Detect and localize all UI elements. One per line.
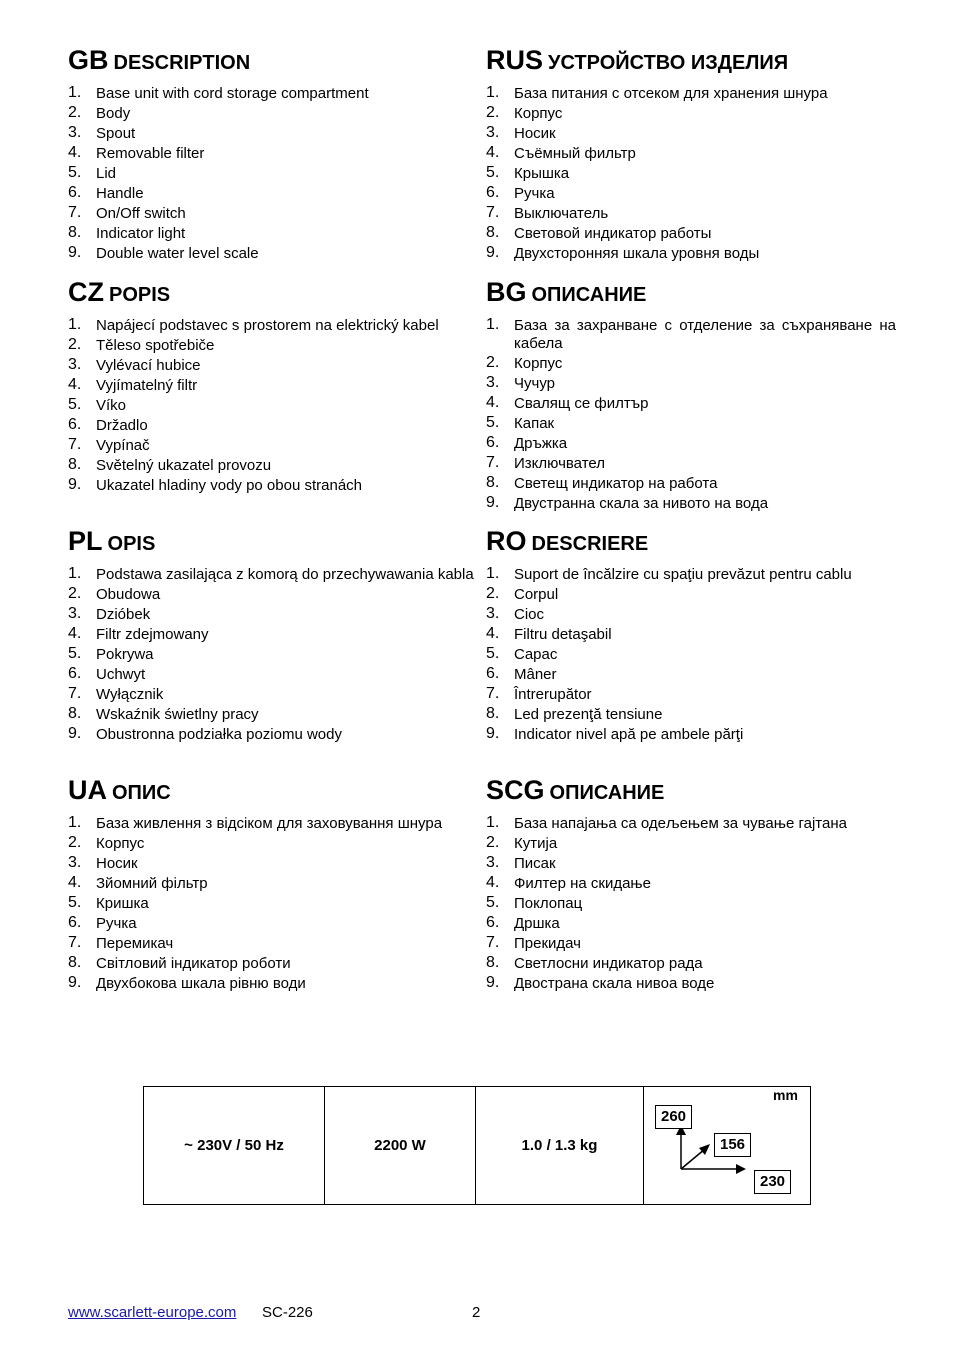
item-text: База за захранване с отделение за съхраняване на кабела — [514, 317, 896, 352]
item-number: 2. — [486, 104, 500, 121]
item-text: Vylévací hubice — [96, 357, 201, 374]
list-item — [486, 435, 896, 453]
item-text: Кришка — [96, 895, 149, 912]
item-text: Corpul — [514, 586, 559, 603]
item-number: 5. — [486, 164, 500, 181]
item-text: Uchwyt — [96, 666, 146, 683]
dimension-depth: 156 — [714, 1133, 751, 1157]
list-item — [486, 375, 896, 393]
item-text: Ручка — [96, 915, 137, 932]
list-item — [68, 975, 442, 993]
item-text: Světelný ukazatel provozu — [96, 457, 272, 474]
parts-list — [486, 317, 896, 515]
section-code: UA — [68, 775, 107, 805]
list-item — [486, 205, 828, 223]
item-text: Писак — [514, 855, 556, 872]
item-number: 7. — [68, 934, 82, 951]
item-text: Napájecí podstavec s prostorem na elektrický kabel — [96, 317, 439, 334]
parts-list — [486, 85, 828, 265]
section-title: УСТРОЙСТВО ИЗДЕЛИЯ — [548, 52, 789, 74]
item-number: 4. — [486, 625, 500, 642]
item-number: 8. — [486, 705, 500, 722]
item-text: Двухбокова шкала рівню води — [96, 975, 306, 992]
list-item — [486, 875, 847, 893]
item-text: Obustronna podziałka poziomu wody — [96, 726, 342, 743]
item-text: Кутија — [514, 835, 558, 852]
list-item — [486, 105, 828, 123]
item-text: Филтер на скидање — [514, 875, 651, 892]
item-text: Двухсторонняя шкала уровня воды — [514, 245, 760, 262]
list-item — [68, 915, 442, 933]
item-text: База живлення з відсіком для заховування шнура — [96, 815, 443, 832]
section-code: SCG — [486, 775, 545, 805]
list-item — [68, 646, 474, 664]
item-number: 4. — [486, 874, 500, 891]
parts-list — [486, 815, 847, 995]
item-number: 9. — [486, 725, 500, 742]
item-text: Світловий індикатор роботи — [96, 955, 291, 972]
item-number: 9. — [486, 494, 500, 511]
item-text: Pokrywa — [96, 646, 154, 663]
item-number: 3. — [486, 605, 500, 622]
section-title: ОПИС — [112, 782, 171, 804]
list-item — [486, 395, 896, 413]
list-item — [486, 815, 847, 833]
parts-list — [68, 566, 474, 746]
item-number: 1. — [486, 84, 500, 101]
list-item — [68, 397, 439, 415]
item-number: 9. — [486, 974, 500, 991]
item-text: Držadlo — [96, 417, 148, 434]
list-item — [486, 955, 847, 973]
list-item — [486, 855, 847, 873]
list-item — [486, 835, 847, 853]
parts-list — [486, 566, 852, 746]
spec-table — [143, 1086, 811, 1205]
list-item — [486, 975, 847, 993]
item-text: Vypínač — [96, 437, 150, 454]
list-item — [68, 225, 369, 243]
item-text: Wskaźnik świetlny pracy — [96, 706, 259, 723]
item-number: 4. — [486, 394, 500, 411]
item-text: Capac — [514, 646, 558, 663]
item-number: 3. — [68, 605, 82, 622]
list-item — [486, 225, 828, 243]
section-title: ОПИСАНИЕ — [549, 782, 665, 804]
list-item — [486, 245, 828, 263]
list-item — [486, 726, 852, 744]
list-item — [68, 666, 474, 684]
list-item — [68, 586, 474, 604]
item-text: Зйомний фільтр — [96, 875, 208, 892]
item-number: 1. — [68, 814, 82, 831]
list-item — [486, 145, 828, 163]
section-code: GB — [68, 45, 109, 75]
list-item — [486, 666, 852, 684]
list-item — [486, 125, 828, 143]
list-item — [68, 935, 442, 953]
item-number: 6. — [68, 416, 82, 433]
item-text: On/Off switch — [96, 205, 186, 222]
item-text: Obudowa — [96, 586, 161, 603]
item-number: 6. — [486, 914, 500, 931]
item-text: Întrerupător — [514, 686, 592, 703]
item-number: 6. — [486, 184, 500, 201]
list-item — [68, 815, 442, 833]
item-text: База питания с отсеком для хранения шнура — [514, 85, 828, 102]
item-text: Световой индикатор работы — [514, 225, 712, 242]
list-item — [68, 875, 442, 893]
list-item — [68, 686, 474, 704]
item-text: Светещ индикатор на работа — [514, 475, 718, 492]
item-text: Filtru detaşabil — [514, 626, 612, 643]
list-item — [486, 606, 852, 624]
item-text: Wyłącznik — [96, 686, 164, 703]
item-text: Mâner — [514, 666, 557, 683]
parts-list — [68, 317, 439, 497]
item-text: Чучур — [514, 375, 555, 392]
item-number: 7. — [68, 204, 82, 221]
list-item — [68, 606, 474, 624]
item-text: Indicator light — [96, 225, 186, 242]
item-text: Ukazatel hladiny vody po obou stranách — [96, 477, 363, 494]
section-title: DESCRIERE — [531, 533, 649, 555]
item-text: Dzióbek — [96, 606, 151, 623]
list-item — [68, 955, 442, 973]
item-text: Двострана скала нивоа воде — [514, 975, 715, 992]
list-item — [486, 165, 828, 183]
parts-list — [68, 815, 442, 995]
item-text: Двустранна скала за нивото на вода — [514, 495, 769, 512]
list-item — [68, 457, 439, 475]
list-item — [68, 437, 439, 455]
section-title: POPIS — [109, 284, 171, 306]
item-text: Filtr zdejmowany — [96, 626, 209, 643]
item-number: 2. — [486, 585, 500, 602]
list-item — [486, 686, 852, 704]
list-item — [486, 915, 847, 933]
list-item — [68, 185, 369, 203]
item-number: 6. — [486, 434, 500, 451]
dimension-unit: mm — [773, 1087, 798, 1103]
item-text: Дръжка — [514, 435, 568, 452]
list-item — [486, 317, 896, 353]
item-number: 7. — [486, 685, 500, 702]
item-text: Дршка — [514, 915, 560, 932]
item-text: Корпус — [514, 355, 563, 372]
section-code: RO — [486, 526, 527, 556]
item-number: 2. — [68, 834, 82, 851]
list-item — [486, 646, 852, 664]
spec-dimensions — [644, 1087, 810, 1204]
item-text: Съёмный фильтр — [514, 145, 636, 162]
list-item — [486, 475, 896, 493]
item-number: 4. — [68, 625, 82, 642]
list-item — [486, 85, 828, 103]
item-text: Base unit with cord storage compartment — [96, 85, 369, 102]
item-number: 5. — [486, 414, 500, 431]
item-number: 2. — [486, 834, 500, 851]
item-number: 2. — [68, 104, 82, 121]
spec-voltage: ~ 230V / 50 Hz — [144, 1087, 325, 1204]
item-number: 6. — [486, 665, 500, 682]
section-code: BG — [486, 277, 527, 307]
list-item — [68, 835, 442, 853]
item-number: 6. — [68, 184, 82, 201]
item-number: 8. — [68, 705, 82, 722]
item-number: 1. — [486, 814, 500, 831]
item-text: Indicator nivel apă pe ambele părţi — [514, 726, 744, 743]
item-number: 8. — [486, 224, 500, 241]
item-number: 5. — [68, 164, 82, 181]
item-number: 1. — [68, 316, 82, 333]
item-number: 9. — [68, 974, 82, 991]
dimension-width: 230 — [754, 1170, 791, 1194]
list-item — [486, 586, 852, 604]
item-text: Suport de încălzire cu spaţiu prevăzut pentru cablu — [514, 566, 852, 583]
list-item — [68, 205, 369, 223]
item-text: Lid — [96, 165, 117, 182]
item-text: Těleso spotřebiče — [96, 337, 215, 354]
item-number: 2. — [68, 585, 82, 602]
item-number: 6. — [68, 665, 82, 682]
list-item — [486, 935, 847, 953]
item-text: Перемикач — [96, 935, 174, 952]
item-text: Body — [96, 105, 131, 122]
item-number: 7. — [486, 204, 500, 221]
item-number: 3. — [486, 854, 500, 871]
list-item — [68, 855, 442, 873]
item-number: 6. — [68, 914, 82, 931]
item-text: Выключатель — [514, 205, 609, 222]
item-number: 8. — [486, 954, 500, 971]
item-number: 1. — [486, 316, 500, 333]
list-item — [68, 477, 439, 495]
list-item — [68, 626, 474, 644]
list-item — [486, 455, 896, 473]
item-text: Víko — [96, 397, 127, 414]
list-item — [68, 895, 442, 913]
list-item — [68, 337, 439, 355]
section-title: OPIS — [107, 533, 156, 555]
list-item — [68, 125, 369, 143]
list-item — [68, 566, 474, 584]
item-number: 8. — [68, 456, 82, 473]
item-number: 8. — [68, 954, 82, 971]
item-number: 7. — [486, 934, 500, 951]
item-text: Led prezenţă tensiune — [514, 706, 663, 723]
item-text: Ручка — [514, 185, 555, 202]
item-number: 8. — [68, 224, 82, 241]
item-text: База напајања са одељењем за чување гајтана — [514, 815, 847, 832]
section-code: RUS — [486, 45, 544, 75]
item-text: Vyjímatelný filtr — [96, 377, 198, 394]
item-text: Removable filter — [96, 145, 205, 162]
spec-power: 2200 W — [325, 1087, 476, 1204]
item-number: 3. — [68, 854, 82, 871]
item-number: 9. — [68, 476, 82, 493]
item-text: Носик — [514, 125, 556, 142]
list-item — [68, 706, 474, 724]
item-number: 3. — [486, 124, 500, 141]
item-number: 1. — [68, 565, 82, 582]
list-item — [486, 895, 847, 913]
list-item — [68, 105, 369, 123]
list-item — [486, 495, 896, 513]
section-title: ОПИСАНИЕ — [531, 284, 647, 306]
item-number: 3. — [486, 374, 500, 391]
item-text: Handle — [96, 185, 144, 202]
list-item — [68, 165, 369, 183]
section-code: PL — [68, 526, 103, 556]
item-number: 5. — [68, 396, 82, 413]
item-text: Свалящ се филтър — [514, 395, 649, 412]
item-text: Podstawa zasilająca z komorą do przechywawania kabla — [96, 566, 474, 583]
list-item — [486, 706, 852, 724]
list-item — [68, 417, 439, 435]
item-number: 3. — [68, 356, 82, 373]
spec-weight: 1.0 / 1.3 kg — [476, 1087, 644, 1204]
item-text: Cioc — [514, 606, 545, 623]
parts-list — [68, 85, 369, 265]
footer-model: SC-226 — [262, 1304, 313, 1321]
item-text: Крышка — [514, 165, 570, 182]
item-text: Double water level scale — [96, 245, 259, 262]
item-number: 9. — [68, 725, 82, 742]
item-number: 5. — [486, 645, 500, 662]
item-text: Корпус — [96, 835, 145, 852]
list-item — [68, 726, 474, 744]
item-text: Изключвател — [514, 455, 605, 472]
item-number: 7. — [68, 436, 82, 453]
section-code: CZ — [68, 277, 104, 307]
item-number: 9. — [68, 244, 82, 261]
list-item — [68, 85, 369, 103]
item-number: 9. — [486, 244, 500, 261]
list-item — [486, 626, 852, 644]
item-number: 4. — [68, 376, 82, 393]
list-item — [68, 245, 369, 263]
item-number: 3. — [68, 124, 82, 141]
item-text: Носик — [96, 855, 138, 872]
item-number: 5. — [68, 645, 82, 662]
footer-website-link[interactable]: www.scarlett-europe.com — [68, 1304, 237, 1321]
list-item — [486, 355, 896, 373]
item-number: 4. — [486, 144, 500, 161]
item-text: Корпус — [514, 105, 563, 122]
item-text: Капак — [514, 415, 555, 432]
item-number: 2. — [486, 354, 500, 371]
dimension-height: 260 — [655, 1105, 692, 1129]
page-number: 2 — [472, 1304, 481, 1321]
item-number: 4. — [68, 144, 82, 161]
list-item — [68, 145, 369, 163]
item-number: 5. — [486, 894, 500, 911]
item-text: Spout — [96, 125, 136, 142]
item-number: 7. — [486, 454, 500, 471]
list-item — [68, 377, 439, 395]
list-item — [68, 357, 439, 375]
section-title: DESCRIPTION — [113, 52, 251, 74]
list-item — [486, 415, 896, 433]
item-number: 5. — [68, 894, 82, 911]
item-number: 4. — [68, 874, 82, 891]
item-number: 1. — [486, 565, 500, 582]
list-item — [486, 566, 852, 584]
list-item — [68, 317, 439, 335]
item-text: Прекидач — [514, 935, 581, 952]
item-text: Светлосни индикатор рада — [514, 955, 703, 972]
item-number: 1. — [68, 84, 82, 101]
item-number: 8. — [486, 474, 500, 491]
list-item — [486, 185, 828, 203]
item-number: 7. — [68, 685, 82, 702]
item-text: Поклопац — [514, 895, 583, 912]
item-number: 2. — [68, 336, 82, 353]
